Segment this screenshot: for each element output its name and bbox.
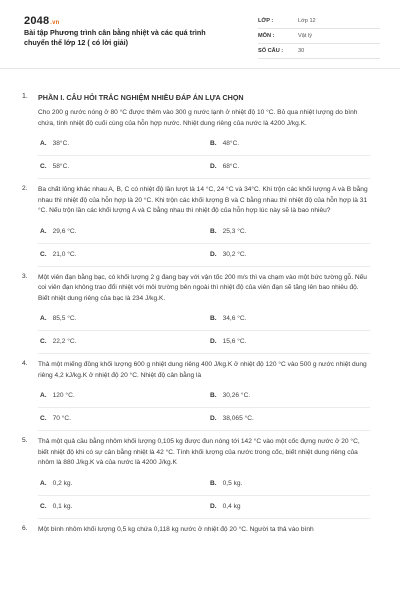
question-item — [0, 273, 400, 355]
option-row — [38, 496, 370, 519]
answer-options — [38, 385, 370, 431]
question-number: 2. — [22, 185, 28, 192]
answer-option-b[interactable]: B. 25,3 °C. — [210, 227, 247, 235]
option-row — [38, 308, 370, 331]
question-text: Một viên đạn bằng bạc, có khối lượng 2 g đang bay với vận tốc 200 m/s thì va chạm vào một bức tường gỗ. Nếu coi viên đạn không trao đổi nhiệt với môi trường bên ngoài thì nhiệt độ của viên đạn sẽ tăng lên bao nhiêu độ. Biết nhiệt dung riêng của bạc là 234 J/kg.K. — [38, 273, 367, 302]
meta-key: MÔN : — [258, 33, 275, 39]
answer-option-b[interactable]: B. 0,5 kg. — [210, 479, 243, 487]
section-title: PHẦN I. CÂU HỎI TRẮC NGHIỆM NHIỀU ĐÁP ÁN LỰA CHỌN — [38, 93, 244, 102]
meta-row-question-count — [258, 44, 380, 59]
answer-option-c[interactable]: C. 58°C. — [40, 163, 70, 170]
document-content — [0, 88, 400, 541]
document-title: Bài tập Phương trình cân bằng nhiệt và các quá trình chuyển thể lớp 12 ( có lời giải) — [24, 28, 206, 47]
answer-option-d[interactable]: D. 68°C. — [210, 163, 240, 170]
answer-options — [38, 473, 370, 519]
question-text: Cho 200 g nước nóng ở 80 °C được thêm vào 300 g nước lạnh ở nhiệt độ 10 °C. Bỏ qua nhiệt lượng do bình chứa, tính nhiệt độ cuối cùng của hỗn hợp nước. Nhiệt dung riêng của nước là 4200 J/kg.K. — [38, 109, 358, 127]
document-header — [0, 0, 400, 62]
question-text: Ba chất lỏng khác nhau A, B, C có nhiệt độ lần lượt là 14 °C, 24 °C và 34°C. Khi trộn các khối lượng A và B bằng nhau thì nhiệt độ của hỗn hợp là 20 °C. Khi trộn các khối lượng B và C bằng nhau thì nhiệt độ của hỗn hợp là 31 °C. Nếu trộn lần các khối lượng A và C bằng nhau thì nhiệt độ của hỗn hợp lúc này sẽ là bao nhiêu? — [38, 186, 368, 214]
answer-option-b[interactable]: B. 30,26 °C. — [210, 392, 251, 399]
site-logo[interactable]: 2048.vn — [24, 15, 60, 27]
meta-value: 30 — [298, 48, 305, 54]
question-text: Một bình nhôm khối lượng 0,5 kg chứa 0,118 kg nước ở nhiệt độ 20 °C. Người ta thả vào bình — [38, 525, 314, 533]
section-number: 1. — [22, 93, 28, 100]
answer-option-b[interactable]: B. 34,6 °C. — [210, 315, 247, 322]
meta-row-subject — [258, 29, 380, 44]
question-text: Thả một quả cầu bằng nhôm khối lượng 0,105 kg được đun nóng tới 142 °C vào một cốc đựng nước ở 20 °C, biết nhiệt độ khi có sự cân bằng nhiệt là 42 °C. Tính khối lượng của nước trong cốc, biết nhiệt dung riêng của nhôm là 880 J/kg.K và của nước là 4200 J/kg.K — [38, 438, 360, 466]
answer-option-c[interactable]: C. 22,2 °C. — [40, 338, 77, 345]
answer-option-d[interactable]: D. 38,065 °C. — [210, 415, 254, 422]
question-number: 3. — [22, 272, 28, 280]
option-row — [38, 331, 370, 354]
document-meta — [258, 14, 380, 59]
answer-option-d[interactable]: D. 30,2 °C. — [210, 250, 247, 258]
question-item — [0, 360, 400, 431]
question-item — [0, 437, 400, 519]
answer-options — [38, 308, 370, 354]
question-item — [0, 108, 400, 179]
answer-option-b[interactable]: B. 48°C. — [210, 140, 240, 147]
header-divider — [0, 68, 400, 69]
answer-option-c[interactable]: C. 0,1 kg. — [40, 502, 73, 510]
question-number: 5. — [22, 437, 28, 444]
answer-option-d[interactable]: D. 15,6 °C. — [210, 338, 247, 345]
question-text: Thả một miếng đồng khối lượng 600 g nhiệt dung riêng 400 J/kg.K ở nhiệt độ 120 °C vào 500 g nước nhiệt dung riêng 4,2 kJ/kg.K ở nhiệt độ 20 °C. Nhiệt độ cân bằng là — [38, 361, 367, 379]
option-row — [38, 473, 370, 496]
answer-option-d[interactable]: D. 0,4 kg — [210, 502, 241, 510]
meta-value: Vật lý — [298, 33, 312, 39]
option-row — [38, 244, 370, 267]
answer-option-a[interactable]: A. 0,2 kg. — [40, 479, 73, 487]
option-row — [38, 408, 370, 431]
answer-option-a[interactable]: A. 85,5 °C. — [40, 315, 77, 322]
answer-option-a[interactable]: A. 120 °C. — [40, 392, 75, 399]
answer-options — [38, 133, 370, 179]
question-item — [0, 525, 400, 536]
meta-key: SỐ CÂU : — [258, 48, 284, 54]
question-number: 4. — [22, 360, 28, 367]
section-heading — [0, 88, 400, 108]
meta-value: Lớp 12 — [298, 18, 316, 24]
option-row — [38, 133, 370, 156]
question-item — [0, 185, 400, 267]
meta-key: LỚP : — [258, 18, 274, 24]
answer-options — [38, 221, 370, 267]
answer-option-a[interactable]: A. 29,6 °C. — [40, 227, 77, 235]
question-number: 6. — [22, 524, 28, 532]
answer-option-c[interactable]: C. 21,0 °C. — [40, 250, 77, 258]
option-row — [38, 221, 370, 244]
answer-option-a[interactable]: A. 38°C. — [40, 140, 70, 147]
option-row — [38, 156, 370, 179]
option-row — [38, 385, 370, 408]
meta-row-grade — [258, 14, 380, 29]
answer-option-c[interactable]: C. 70 °C. — [40, 415, 71, 422]
